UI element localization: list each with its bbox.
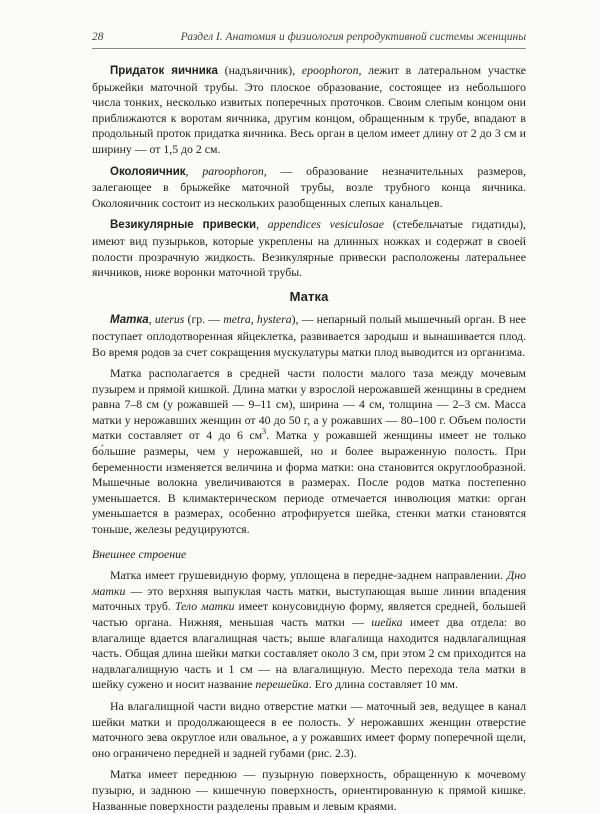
term-uterus: Матка [110,314,149,327]
paragraph-appendices: Везикулярные привески, appendices vesiculosae (стебельчатые гидатиды), имеют вид пузырьков, которые укреплены на длинных ножках и содержат в своей полости прозрачную жидкость. Везикулярные привески расположены латеральнее яичников, ниже воронки маточной трубы. [92,217,526,280]
paragraph-epoophoron: Придаток яичника (надъяичник), epoophoron, лежит в латеральном участке брыжейки маточной трубы. Это плоское образование, состоящее из небольшого числа тонких, несколько извитых поперечных проточков. Своим слепым концом они приближаются к воротам яичника, другим концом, обращенным к трубе, впадают в продольный проток придатка яичника. Весь орган в целом имеет длину от 2 до 3 см и ширину — от 1,5 до 2 см. [92,63,527,156]
page-body [92,63,526,814]
term-epoophoron: Придаток яичника [110,65,218,77]
header-rule [92,48,526,49]
superscript-3: 3 [262,427,267,437]
latin-uterus: uterus [154,312,185,327]
paragraph-uterus-definition: Матка, uterus (гр. — metra, hystera), — непарный полый мышечный орган. В нее поступает оплодотворенная яйцеклетка, развивается зародыш и вынашивается плод. Во время родов за счет сокращения мускулатуры матки плод выводится из организма. [92,312,526,359]
section-title: Матка [289,288,329,304]
paragraph-surfaces: Матка имеет переднюю — пузырную поверхность, обращенную к мочевому пузырю, и заднюю — кишечную поверхность, ориентированную к прямой кишке. Названные поверхности разделены правым и левым краями. [92,767,526,813]
paragraph-shape: Матка имеет грушевидную форму, уплощена в передне-заднем направлении. Дно матки — это верхняя выпуклая часть матки, выступающая выше линии впадения маточных труб. Тело матки имеет конусовидную форму, является средней, большей частью органа. Нижняя, меньшая часть матки — шейка имеет два отдела: во влагалище вдается влагалищная часть; выше влагалища находится надвлагалищная часть. Общая длина шейки матки составляет около 3 см, при этом 2 см приходится на надвлагалищную часть и 1 см — на влагалищную. Место перехода тела матки в шейку сужено и носит название перешейка. Его длина составляет 10 мм. [92,568,526,692]
term-appendices: Везикулярные привески [110,219,257,232]
term-fundus: Дно матки [92,568,526,598]
greek-terms: metra, hystera [223,312,292,327]
paragraph-uterus-position: Матка располагается в средней части полости малого таза между мочевым пузырем и прямой кишкой. Длина матки у взрослой нерожавшей женщины в среднем равна 7–8 см (у рожавшей — 9–11 см), ширина — 4 см, толщина — 2–3 см. Масса матки у нерожавших женщин от 40 до 50 г, а у рожавших — 80–100 г. Объем полости матки составляет от 4 до 6 $см^3$. Матка у рожавшей женщины имеет не только бо́льшие размеры, чем у нерожавшей, но и более выраженную полость. При беременности изменяется величина и форма матки: она становится округлообразной. Мышечные волокна увеличиваются в размерах. После родов матка постепенно уменьшается. В климактерическом периоде отмечается инволюция матки: орган уменьшается в размерах, особенно атрофируется шейка, стенки матки становятся тоньше, железы редуцируются. [92,366,527,537]
paragraph-paroophoron: Околояичник, paroophoron, — образование незначительных размеров, залегающее в брыжейке маточной трубы, возле трубного конца яичника. Околояичник состоит из нескольких разобщенных слепых канальцев. [92,163,526,210]
subheading-external-structure: Внешнее строение [92,546,187,561]
running-title: Раздел I. Анатомия и физиология репродуктивной системы женщины [180,31,526,43]
latin-appendices: appendices vesiculosae [267,217,384,232]
latin-paroophoron: paroophoron [202,163,264,178]
term-body: Тело матки [174,599,235,614]
term-isthmus: перешейка [255,677,309,692]
term-paroophoron: Околояичник [110,165,186,178]
term-cervix: шейка [371,615,403,629]
paragraph-os: На влагалищной части видно отверстие матки — маточный зев, ведущее в канал шейки матки и продолжающееся в ее полость. У нерожавших женщин отверстие маточного зева округлое или овальное, а у рожавших имеет форму поперечной щели, оно ограничено передней и задней губами (рис. 2.3). [92,698,526,760]
page-number: 28 [92,31,104,43]
latin-epoophoron: epoophoron [301,63,359,77]
